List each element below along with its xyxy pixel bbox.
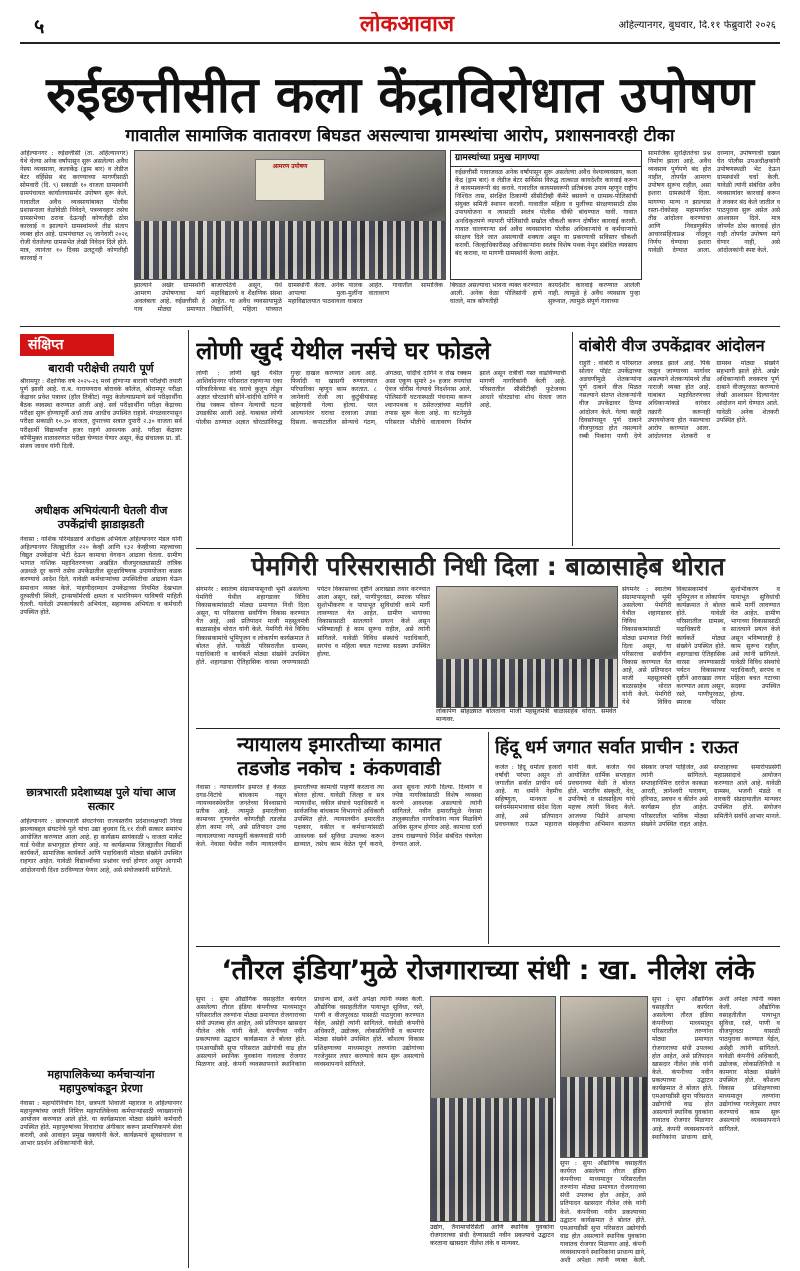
thorat-text-right: संगमनेर : स्वातंत्र्य संग्रामापासूनची भूमी असलेल्या पेमगिरी येथील शहागडावर विविध विकासकामांसाठी मोठ्या प्रमाणात निधी दिला असून, या परिसराचा सर्वांगीण विकास करण्यात येत आहे, असे प्रतिपादन माजी महसूलमंत्री बाळासाहेब थोरात यांनी केले. पेमगिरी येथे विविध विकासकामांचे भूमिपूजन व लोकार्पण कार्यक्रमात ते बोलत होते. यावेळी परिसरातील ग्रामस्थ, पदाधिकारी व कार्यकर्ते मोठ्या संख्येने उपस्थित होते. शहागडाचा ऐतिहासिक वारसा जपण्यासाठी पर्यटन विकासाच्या दृष्टीने आराखडा तयार करण्यात आला असून, रस्ते, पाणीपुरवठा, स्मारक परिसर सुशोभीकरण व पायाभूत सुविधांची कामे मार्गी लावण्यात येत आहेत. ग्रामीण भागाच्या विकासासाठी सातत्याने प्रयत्न केले असून भविष्यातही हे काम सुरूच राहील, असे त्यांनी सांगितले. यावेळी विविध संस्थांचे पदाधिकारी, सरपंच व महिला बचत गटाच्या सदस्या उपस्थित होत्या. <box>622 586 780 707</box>
demands-heading: ग्रामस्थांच्या प्रमुख मागण्या <box>451 151 641 167</box>
newspaper-logo: लोकआवाज <box>359 12 455 37</box>
lanke-photo-caption: उद्योग, तैनामापरिसिती आणि स्थानिक युवकांना रोजगाराच्या संधी देण्यासाठी नवीन प्रकल्पाचे उद्घाटन करताना खासदार नीलेश लंके व मान्यवर. <box>430 1224 554 1247</box>
lead-text-col2: झाल्याने अखेर ग्रामस्थांनी आमरण उपोषणाचा मार्ग अवलंबला आहे. रुईछत्तीसी हे गाव मोठ्या प्रमाणात बाजारपेठेचे असून, येथे महाविद्यालये व शैक्षणिक संस्था आहेत. या अवैध व्यवसायामुळे विद्यार्थिनी, महिला यांच्यात <box>134 282 282 314</box>
vambori-text: राहुरी : वांबोरी व परिसरात सोलार पॉइंट उपकेंद्राच्या अडचणीमुळे शेतकऱ्यांना पूर्ण दाबाने वीज मिळत नसल्याने संतप्त शेतकऱ्यांनी वीज उपकेंद्रावर ठिय्या आंदोलन केले. गेल्या काही दिवसांपासून पूर्ण दाबाने वीजपुरवठा होत नसल्याने रब्बी पिकांना पाणी देणे अवघड झाले आहे. पिके जळून जाण्याच्या मार्गावर असल्याने शेतकऱ्यांमध्ये तीव्र नाराजी व्यक्त होत आहे. याबाबत महावितरणच्या अधिकाऱ्यांकडे वारंवार तक्रारी करूनही उपाययोजना होत नसल्याचा आरोप करण्यात आला. आंदोलनात शेतकरी व ग्रामस्थ मोठ्या संख्येने सहभागी झाले होते. अखेर अधिकाऱ्यांनी लवकरच पूर्ण दाबाने वीजपुरवठा करण्याचे लेखी आश्वासन दिल्यानंतर आंदोलन मागे घेण्यात आले. यावेळी अनेक शेतकरी उपस्थित होते. <box>579 360 779 440</box>
lead-hunger-strike-photo <box>134 150 446 280</box>
sidebar-briefs <box>20 330 189 1268</box>
raut-headline: हिंदू धर्म जगात सर्वात प्राचीन : राऊत <box>495 737 739 758</box>
page-number: ५ <box>34 14 45 38</box>
kankawadi-headline-1: न्यायालय इमारतीच्या कामात <box>236 732 442 756</box>
lanke-headline: ‘तौरल इंडिया’मुळे रोजगाराच्या संधी : खा. नीलेश लंके <box>221 955 755 986</box>
mid-rule-1 <box>196 548 780 549</box>
kankawadi-text: नेवासा : न्यायालयीन इमारत हे केवळ दगड-विटांचे बांधकाम नसून न्यायव्यवस्थेवरील जनतेच्या विश्वासाचे प्रतीक आहे. त्यामुळे इमारतीच्या कामाच्या गुणवत्तेत कोणतीही तडजोड होता कामा नये, असे प्रतिपादन उच्च न्यायालयाच्या न्यायमूर्ती कंकणवाडी यांनी केले. नेवासा येथील नवीन न्यायालयीन इमारतीच्या कामाची पाहणी करताना त्या बोलत होत्या. यावेळी जिल्हा व सत्र न्यायाधीश, वकील संघाचे पदाधिकारी व सार्वजनिक बांधकाम विभागाचे अधिकारी उपस्थित होते. न्यायालयीन इमारतीत पक्षकार, वकील व कर्मचाऱ्यांसाठी आवश्यक सर्व सुविधा उपलब्ध करून द्याव्यात, तसेच काम वेळेत पूर्ण करावे, अशा सूचना त्यांनी दिल्या. दिव्यांग व ज्येष्ठ नागरिकांसाठी विशेष व्यवस्था करणे आवश्यक असल्याचे त्यांनी सांगितले. नवीन इमारतीमुळे नेवासा तालुक्यातील नागरिकांना न्याय मिळविणे अधिक सुलभ होणार आहे. कामाचा दर्जा उत्तम राखण्याचे निर्देश संबंधित यंत्रणेला देण्यात आले. <box>196 784 482 848</box>
lanke-stage-photo <box>560 996 648 1158</box>
brief-2-headline: अधीक्षक अभियंत्यानी घेतली वीज उपकेंद्रांची झाडाझडती <box>34 504 168 531</box>
lead-subhead: गावातील सामाजिक वातावरण बिघडत असल्याचा ग्रामस्थांचा आरोप, प्रशासनावरही टीका <box>125 126 675 146</box>
brief-1-text: श्रीरामपूर : शैक्षणिक वर्ष २०२५-२६ मध्ये होणाऱ्या बारावी परीक्षेची तयारी पूर्ण झाली आहे. रा.ब. नारायणराव बोरावके कॉलेज, श्रीरामपूर परीक्षा केंद्रावर प्रवेश पत्रावर (हॉल तिकीट) नमूद केलेल्याप्रमाणे सर्व परीक्षार्थींना बैठक व्यवस्था करण्यात आली आहे. सर्व परीक्षार्थींना परीक्षा केंद्राच्या परीक्षा सुरू होण्यापूर्वी अर्धा तास आधीच उपस्थित राहावे. मंगळवारपासून परीक्षा सकाळी १०.३० वाजता, दुपारच्या सत्रात दुपारी २.३० वाजता सर्व परीक्षार्थी विद्यार्थ्यांना हजर राहणे आवश्यक आहे. परीक्षा केंद्रावर कॉपीमुक्त वातावरणात परीक्षा घेण्यात येणार असून, केंद्र संचालक प्रा. डॉ. संजय जाधव यांनी दिली. <box>20 378 182 450</box>
thorat-photo-caption: लोकार्पण सोहळ्यात बोलताना माजी महसूलमंत्री बाळासाहेब थोरात. समवेत मान्यवर. <box>436 708 616 723</box>
lead-headline: रुईछत्तीसीत कला केंद्राविरोधात उपोषण <box>46 66 754 124</box>
raut-box <box>488 732 781 944</box>
lead-text-col4: बिघडत असल्याचा भावना व्यक्त करण्यात आली. अनेक वेळा पोलिसांनी हाणे घातले, मात्र कोणतीही <box>450 282 542 306</box>
mid-rule-2 <box>196 728 780 729</box>
masthead-rule <box>20 42 780 44</box>
dateline: अहिल्यानगर, बुधवार, दि.११ फेब्रुवारी २०२६ <box>618 20 776 31</box>
mid-rule-3 <box>196 946 780 947</box>
photo-banner <box>255 159 325 201</box>
lead-bottom-rule <box>20 326 780 327</box>
thorat-event-photo <box>436 586 618 708</box>
lead-text-col5: कायदेशीर कारवाई करण्यात आलेली नाही. त्यामुळे हे अवैध व्यवसाय पुन्हा सुरूवात, त्यामुळे संपूर्ण गावाच्या <box>548 282 640 306</box>
lead-text-col3: ग्रामस्थांनी केला. अनेक पालक आपल्या मुला-मुलींना महाविद्यालयात पाठवायला घाबरत आहेत. गावातील सामाजिक वातावरण <box>288 282 443 306</box>
brief-4-text: नेवासा : महापरिनिर्वाण दिन, छत्रपती शिवाजी महाराज व अहिल्यानगर महापुरुषांच्या जयंती निमित्त महापालिकेच्या कर्मचाऱ्यांसाठी व्याख्यानाचे आयोजन करण्यात आले होते. या कार्यक्रमाला मोठ्या संख्येने कर्मचारी उपस्थित होते. महापुरुषांच्या विचारांचा अंगीकार करून प्रामाणिकपणे सेवा करावी, असे आवाहन प्रमुख वक्त्यांनी केले. कार्यक्रमाचे सूत्रसंचालन व आभार प्रदर्शन अधिकाऱ्यांनी केले. <box>20 1100 182 1148</box>
demands-box <box>450 150 642 280</box>
thorat-text-left: संगमनेर : स्वातंत्र्य संग्रामापासूनची भूमी असलेल्या पेमगिरी येथील शहागडावर विविध विकासकामांसाठी मोठ्या प्रमाणात निधी दिला असून, या परिसराचा सर्वांगीण विकास करण्यात येत आहे, असे प्रतिपादन माजी महसूलमंत्री बाळासाहेब थोरात यांनी केले. पेमगिरी येथे विविध विकासकामांचे भूमिपूजन व लोकार्पण कार्यक्रमात ते बोलत होते. यावेळी परिसरातील ग्रामस्थ, पदाधिकारी व कार्यकर्ते मोठ्या संख्येने उपस्थित होते. शहागडाचा ऐतिहासिक वारसा जपण्यासाठी पर्यटन विकासाच्या दृष्टीने आराखडा तयार करण्यात आला असून, रस्ते, पाणीपुरवठा, स्मारक परिसर सुशोभीकरण व पायाभूत सुविधांची कामे मार्गी लावण्यात येत आहेत. ग्रामीण भागाच्या विकासासाठी सातत्याने प्रयत्न केले असून भविष्यातही हे काम सुरूच राहील, असे त्यांनी सांगितले. यावेळी विविध संस्थांचे पदाधिकारी, सरपंच व महिला बचत गटाच्या सदस्या उपस्थित होत्या. <box>196 586 430 666</box>
lanke-event-photo <box>430 996 556 1222</box>
thorat-headline: पेमगिरी परिसरासाठी निधी दिला : बाळासाहेब थोरात <box>251 552 725 581</box>
photo-banner-text: आमरण उपोषण <box>272 163 308 170</box>
brief-3-headline: छात्रभारती प्रदेशाध्यक्ष पुले यांचा आज सत्कार <box>26 786 176 813</box>
masthead <box>0 0 800 58</box>
lead-right-column: सामाजिक सुरक्षिततेचा प्रश्न निर्माण झाला आहे. अवैध व्यवसाय पूर्णपणे बंद होत नाहीत, तोपर्यंत आमरण उपोषण सुरूच राहील, असा इशारा ग्रामस्थांनी दिला. मागण्या मान्य न झाल्यास रस्ता-रोकोसह महामार्गावर तीव्र आंदोलन करण्याचा आणि निवडणुकीत आचारसंहिताप्रश्न नोंदवून निर्णय घेण्याचा इशारा यावेळी देण्यात आला. दरम्यान, उपोषणाची दखल घेत पोलीस उपअधीक्षकांनी उपोषणस्थळी भेट देऊन ग्रामस्थांशी चर्चा केली. यावेळी त्यांनी संबंधित अवैध व्यवसायांवर कारवाई करून ते लवकर बंद केले जातील व पाठपुरावा सुरू असेल असे आश्वासन दिले. मात्र जोपर्यंत ठोस कारवाई होत नाही तोपर्यंत उपोषण मागे घेणार नाही, असे आंदोलकांनी स्पष्ट केले. <box>648 150 780 255</box>
lanke-text-mid: सुपा : सुपा औद्योगिक वसाहतीत कार्यरत असलेल्या तौरल इंडिया कंपनीच्या माध्यमातून परिसरातील तरुणांना मोठ्या प्रमाणात रोजगाराच्या संधी उपलब्ध होत आहेत, असे प्रतिपादन खासदार नीलेश लंके यांनी केले. कंपनीच्या नवीन प्रकल्पाच्या उद्घाटन कार्यक्रमात ते बोलत होते. एमआयडीसी सुपा परिसरात उद्योगांची वाढ होत असल्याने स्थानिक युवकांना गावातच रोजगार मिळणार आहे. कंपनी व्यवस्थापनाने स्थानिकांना प्राधान्य द्यावे, अशी अपेक्षा त्यांनी व्यक्त केली. <box>560 1160 646 1264</box>
brief-1-headline: बारावी परीक्षेची तयारी पूर्ण <box>48 362 154 375</box>
vambori-headline: वांबोरी वीज उपकेंद्रावर आंदोलन <box>579 336 765 355</box>
brief-4-headline: महापालिकेच्या कर्मचाऱ्यांना महापुरुषांकडून प्रेरणा <box>47 1068 155 1095</box>
loni-text: लोणी : लोणी खुर्द येथील आशिर्वादनगर परिसरात राहणाऱ्या एका परिचारिकेच्या बंद घराचे कुलूप तोडून अज्ञात चोरट्यांनी सोने-चांदीचे दागिने व रोख रक्कम चोरून नेल्याची घटना उघडकीस आली आहे. याबाबत लोणी पोलीस ठाण्यात अज्ञात चोरट्यांविरुद्ध गुन्हा दाखल करण्यात आला आहे. फिर्यादी या खासगी रुग्णालयात परिचारिका म्हणून काम करतात. ८ जानेवारी रोजी त्या कुटुंबीयांसह बाहेरगावी गेल्या होत्या. परत आल्यानंतर घराचा दरवाजा उघडा दिसला. कपाटातील सोन्याचे गंठण, अंगठ्या, चांदीचे दागिने व रोख रक्कम असा एकूण सुमारे ३० हजार रुपयांचा ऐवज चोरीस गेल्याचे निदर्शनास आले. पोलिसांनी घटनास्थळी पंचनामा करून श्वानपथक व ठसेतज्ज्ञांच्या मदतीने तपास सुरू केला आहे. या घटनेमुळे परिसरात भीतीचे वातावरण निर्माण झाले असून रात्रीची गस्त वाढविण्याची मागणी नागरिकांनी केली आहे. परिसरातील सीसीटीव्ही फुटेजच्या आधारे चोरट्यांचा शोध घेतला जात आहे. <box>196 370 566 426</box>
raut-text: कर्जत : हिंदू धर्माला हजारो वर्षांची परंपरा असून तो जगातील सर्वात प्राचीन धर्म आहे. या धर्माने नेहमीच सहिष्णुता, मानवता व सर्वधर्मसमभावाचा संदेश दिला आहे, असे प्रतिपादन प्रवचनकार राऊत महाराज यांनी केले. कर्जत येथे आयोजित धार्मिक सप्ताहात प्रवचनाच्या वेळी ते बोलत होते. भारतीय संस्कृती, वेद, उपनिषदे व संतसाहित्य यांचे महत्त्व त्यांनी विशद केले. आजच्या पिढीने आपल्या संस्कृतीचा अभिमान बाळगत संस्कार जपले पाहिजेत, असे त्यांनी सांगितले. सप्ताहानिमित्त दररोज काकडा आरती, ज्ञानेश्वरी पारायण, हरिपाठ, प्रवचन व कीर्तन असे कार्यक्रम होत आहेत. परिसरातील भाविक मोठ्या संख्येने उपस्थित राहत आहेत. सप्ताहाच्या समारोपप्रसंगी महाप्रसादाचे आयोजन करण्यात आले आहे. यावेळी ग्रामस्थ, भजनी मंडळे व वारकरी संप्रदायातील मान्यवर उपस्थित होते. संयोजन समितीने सर्वांचे आभार मानले. <box>495 764 781 828</box>
demands-text: रुईछत्तीसी गावाजवळ अनेक वर्षांपासून सुरू असलेल्या अवैध वेश्याव्यवसाय, कला केंद्र (ड्राम बार) व लेडीज बेटर सर्विसेस विरुद्ध तात्काळ कायदेशीर कारवाई करून ते कायमस्वरूपी बंद करावे. गावातील कायमस्वरूपी प्रतिबंधक उपाय म्हणून राष्ट्रीय निश्चित तास, संरक्षित ठिकाणी सीसीटीव्ही कॅमेरे बसवणे व ग्रामस्थ-पोलिसांची संयुक्त समिती स्थापन करावी. गावातील महिला व मुलींच्या संरक्षणासाठी ठोस उपाययोजना व त्यासाठी स्वतंत्र पोलीस चौकी बांधण्यात यावी. गावात अनधिकृतपणे व्यापारी पोलिसांची सखोल चौकशी करून दोषींवर कारवाई करावी. गावात चालणाऱ्या सर्व अवैध व्यवसायांना पोलीस अधिकाऱ्यांचे व कर्मचाऱ्यांचे संरक्षण दिले जात असल्याची शक्यता असून या प्रकरणाची सविस्तर चौकशी करावी. जिल्हाधिकारीसह अधिकाऱ्यांना स्वतंत्र विशेष पथक नेमून संबंधित व्यवसाय बंद करावा, या मागणी ग्रामस्थांनी केल्या आहेत. <box>455 169 637 257</box>
lanke-text-right: सुपा : सुपा औद्योगिक वसाहतीत कार्यरत असलेल्या तौरल इंडिया कंपनीच्या माध्यमातून परिसरातील तरुणांना मोठ्या प्रमाणात रोजगाराच्या संधी उपलब्ध होत आहेत, असे प्रतिपादन खासदार नीलेश लंके यांनी केले. कंपनीच्या नवीन प्रकल्पाच्या उद्घाटन कार्यक्रमात ते बोलत होते. एमआयडीसी सुपा परिसरात उद्योगांची वाढ होत असल्याने स्थानिक युवकांना गावातच रोजगार मिळणार आहे. कंपनी व्यवस्थापनाने स्थानिकांना प्राधान्य द्यावे, अशी अपेक्षा त्यांनी व्यक्त केली. औद्योगिक वसाहतीतील पायाभूत सुविधा, रस्ते, पाणी व वीजपुरवठा यासाठी पाठपुरावा करण्यात येईल, असेही त्यांनी सांगितले. यावेळी कंपनीचे अधिकारी, उद्योजक, लोकप्रतिनिधी व कामगार मोठ्या संख्येने उपस्थित होते. कौशल्य विकास प्रशिक्षणाच्या माध्यमातून तरुणांना उद्योगांच्या गरजेनुसार तयार करण्याचे काम सुरू असल्याचे व्यवस्थापनाने सांगितले. <box>652 996 780 1141</box>
loni-headline: लोणी खुर्द येथील नर्सचे घर फोडले <box>196 337 491 365</box>
lanke-text-left: सुपा : सुपा औद्योगिक वसाहतीत कार्यरत असलेल्या तौरल इंडिया कंपनीच्या माध्यमातून परिसरातील तरुणांना मोठ्या प्रमाणात रोजगाराच्या संधी उपलब्ध होत आहेत, असे प्रतिपादन खासदार नीलेश लंके यांनी केले. कंपनीच्या नवीन प्रकल्पाच्या उद्घाटन कार्यक्रमात ते बोलत होते. एमआयडीसी सुपा परिसरात उद्योगांची वाढ होत असल्याने स्थानिक युवकांना गावातच रोजगार मिळणार आहे. कंपनी व्यवस्थापनाने स्थानिकांना प्राधान्य द्यावे, अशी अपेक्षा त्यांनी व्यक्त केली. औद्योगिक वसाहतीतील पायाभूत सुविधा, रस्ते, पाणी व वीजपुरवठा यासाठी पाठपुरावा करण्यात येईल, असेही त्यांनी सांगितले. यावेळी कंपनीचे अधिकारी, उद्योजक, लोकप्रतिनिधी व कामगार मोठ्या संख्येने उपस्थित होते. कौशल्य विकास प्रशिक्षणाच्या माध्यमातून तरुणांना उद्योगांच्या गरजेनुसार तयार करण्याचे काम सुरू असल्याचे व्यवस्थापनाने सांगितले. <box>196 996 424 1068</box>
lead-text-col1: अहिल्यानगर : रुईछत्तीसी (ता. अहिल्यानगर) येथे चेल्या अनेक वर्षांपासून सुरू असलेल्या अवैध नेस्या व्यवसाया, कलाकेंद्र (ड्राम बार) व लेडीज बेटर वर्हिसेस बंद करण्याच्या मागणीसाठी सोमवारी (दि. ९) सकाळी १० वाजता ग्रामस्थांनी ग्रामपंचायत कार्यालयासमोर उपोषण सुरू केले. गावातील अवैध व्यवसायांबाबत पोलीस प्रशासनाला वेळोवेळी निवेदने, पत्रव्यवहार तसेच ग्रामसभेच्या ठरावा देऊनही कोणतीही ठोस कारवाई न झाल्याने ग्रामस्थांमध्ये तीव्र संताप व्यक्त होत आहे. ग्रामपंचायत २६ जानेवारी २०२६ रोजी घेतलेल्या ग्रामसभेत लेखी निवेदन दिले होते. मात्र, त्यानंतर १० दिवस उलटूनही कोणतीही कारवाई न <box>20 150 128 263</box>
kankawadi-headline-2: तडजोड नकोच : कंकणवाडी <box>237 756 441 780</box>
brief-2-text: नेवासा : नाशिक परिमंडळाचे अधीक्षक अभियंता अहिल्यानगर मंडल यांनी अहिल्यानगर जिल्ह्यातील २२० केव्ही आणि १३२ केव्हीच्या महत्त्वाच्या विद्युत उपकेंद्रांना भेटी देऊन कामाचा वेगवान आढावा घेतला. ग्रामीण भागात नाशिक महावितरणच्या अखंडित वीजपुरवठ्यासाठी तांत्रिक अडथळे दूर करणे तसेच उपकेंद्रातील सुरक्षाविषयक उपाययोजना कडक करण्याचे आदेश दिले. यावेळी कर्मचाऱ्यांच्या उपस्थितीचा आढावा घेऊन समाधान व्यक्त केले. पाहणीदरम्यान उपकेंद्राच्या नियमित देखभाल दुरुस्तीची स्थिती, ट्रान्सफॉर्मरची क्षमता व भारनियमन याविषयी माहिती घेतली. यावेळी उपकार्यकारी अभियंता, सहाय्यक अभियंता व कर्मचारी उपस्थित होते. <box>20 536 182 616</box>
sidebar-label: संक्षिप्त <box>20 334 114 356</box>
brief-3-text: अहिल्यानगर : छात्रभारती संघटनेच्या राज्यस्तरीय प्रदेशाध्यक्षपदी निवड झाल्याबद्दल संघटनेचे पुले यांचा उद्या बुधवार दि.११ रोजी सत्कार समारंभ आयोजित करण्यात आला आहे. हा कार्यक्रम सायंकाळी ५ वाजता मार्केट यार्ड येथील सभागृहात होणार आहे. या कार्यक्रमास जिल्ह्यातील विद्यार्थी कार्यकर्ते, सामाजिक कार्यकर्ते आणि पदाधिकारी मोठ्या संख्येने उपस्थित राहणार आहेत. यावेळी विद्यार्थ्यांच्या प्रश्नांवर चर्चा होणार असून आगामी आंदोलनाची दिशा ठरविण्यात येणार आहे, असे संयोजकांनी सांगितले. <box>20 818 182 874</box>
vambori-box <box>572 332 781 546</box>
